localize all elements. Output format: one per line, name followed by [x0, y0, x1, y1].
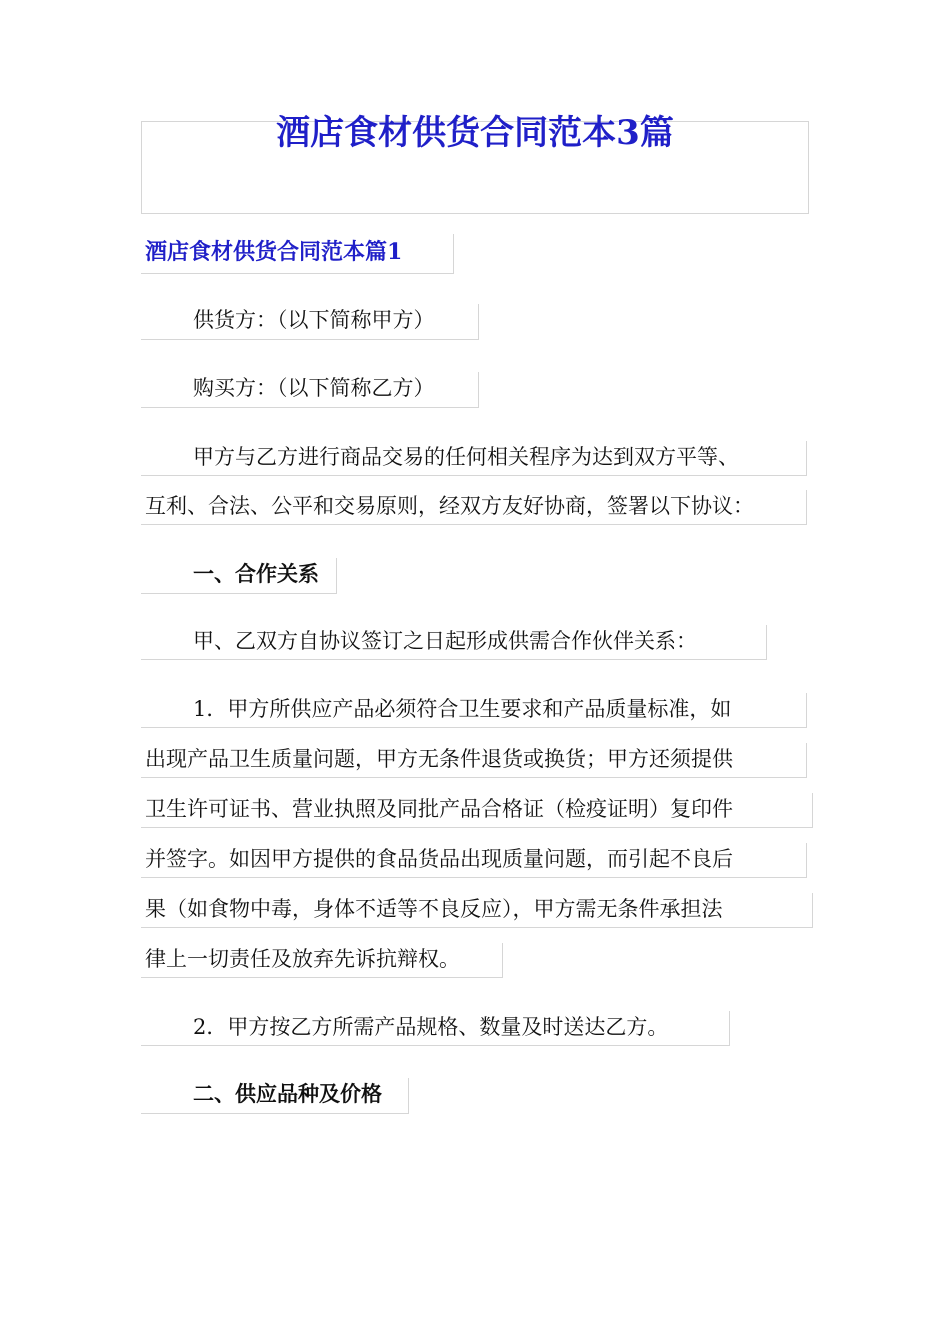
heading-cooperation: 一、合作关系	[141, 558, 337, 594]
heading-supply-items: 二、供应品种及价格	[141, 1078, 409, 1114]
supplier-line: 供货方：（以下简称甲方）	[141, 304, 479, 340]
document-title: 酒店食材供货合同范本3篇	[276, 113, 674, 153]
item1-line-3: 卫生许可证书、营业执照及同批产品合格证（检疫证明）复印件	[141, 793, 813, 828]
item1-line-5: 果（如食物中毒，身体不适等不良反应），甲方需无条件承担法	[141, 893, 813, 928]
cooperation-paragraph: 甲、乙双方自协议签订之日起形成供需合作伙伴关系：	[141, 625, 767, 660]
item2-paragraph: 2．甲方按乙方所需产品规格、数量及时送达乙方。	[141, 1011, 730, 1046]
section-title: 酒店食材供货合同范本篇1	[141, 234, 454, 274]
intro-line-1: 甲方与乙方进行商品交易的任何相关程序为达到双方平等、	[141, 441, 807, 476]
item1-line-1: 1．甲方所供应产品必须符合卫生要求和产品质量标准，如	[141, 693, 807, 728]
item1-line-2: 出现产品卫生质量问题，甲方无条件退货或换货；甲方还须提供	[141, 743, 807, 778]
intro-line-2: 互利、合法、公平和交易原则，经双方友好协商，签署以下协议：	[141, 490, 807, 525]
item1-line-4: 并签字。如因甲方提供的食品货品出现质量问题，而引起不良后	[141, 843, 807, 878]
buyer-line: 购买方：（以下简称乙方）	[141, 372, 479, 408]
item1-line-6: 律上一切责任及放弃先诉抗辩权。	[141, 943, 503, 978]
